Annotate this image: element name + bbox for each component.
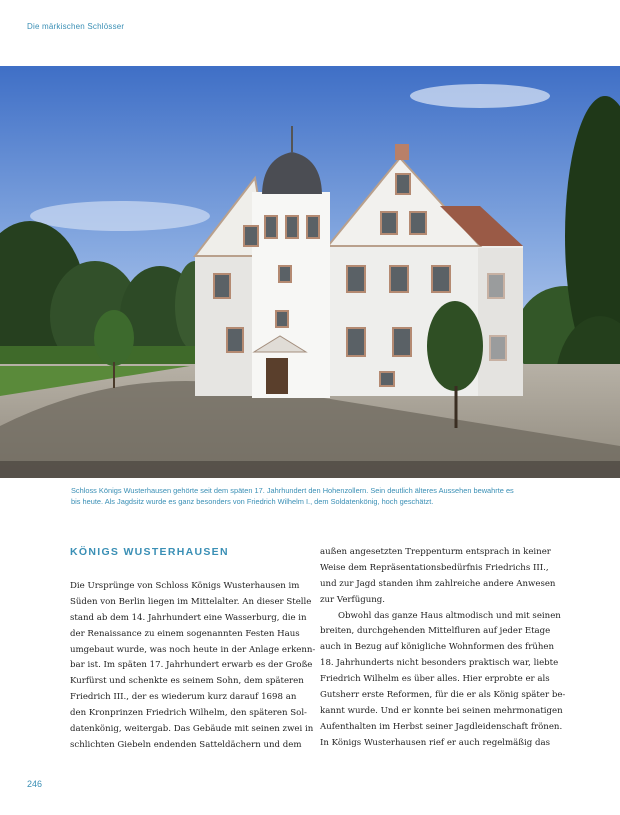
text-line: schlichten Giebeln endenden Satteldächern und dem (70, 739, 302, 750)
text-line: auch in Bezug auf königliche Wohnformen des frühen (320, 642, 555, 653)
text-line: Weise dem Repräsentationsbedürfnis Friedrichs III., (320, 562, 549, 573)
text-line: Friedrich Wilhelm es über alles. Hier erprobte er als (320, 674, 550, 685)
text-line: Obwohl das ganze Haus altmodisch und mit seinen (338, 610, 561, 621)
page-number: 246 (27, 779, 43, 789)
left-column (70, 545, 316, 754)
text-line: und zur Jagd standen ihm zahlreiche andere Anwesen (320, 578, 556, 589)
text-line: In Königs Wusterhausen rief er auch regelmäßig das (320, 737, 551, 748)
castle-photo (0, 66, 620, 478)
text-line: zur Verfügung. (320, 594, 386, 605)
caption-line: bis heute. Als Jagdsitz wurde es ganz besonders von Friedrich Wilhelm I., dem Soldatenkönig, hoch geschätzt. (71, 497, 434, 506)
text-line: datenkönig, weitergab. Das Gebäude mit seinen zwei in (70, 724, 314, 735)
text-line: Kurfürst und schenkte es seinem Sohn, dem späteren (70, 676, 304, 687)
text-line: Die Ursprünge von Schloss Königs Wusterhausen im (70, 581, 300, 591)
text-line: Süden von Berlin liegen im Mittelalter. An dieser Stelle (70, 596, 312, 607)
small-tree (94, 310, 134, 366)
caption-line: Schloss Königs Wusterhausen gehörte seit dem späten 17. Jahrhundert den Hohenzollern. Sein deutlich älteres Aussehen bewahrte es (71, 486, 514, 495)
text-line: 18. Jahrhunderts nicht besonders praktisch war, liebte (320, 658, 559, 669)
photo-caption (71, 485, 556, 507)
text-line: breiten, durchgehenden Mittelfluren auf jeder Etage (320, 626, 551, 637)
right-column (320, 545, 566, 752)
small-tree (427, 301, 483, 391)
text-line: Friedrich III., der es wiederum kurz darauf 1698 an (70, 692, 297, 703)
text-line: Aufenthalten im Herbst seiner Jagdleidenschaft frönen. (320, 721, 563, 732)
text-line: umgebaut wurde, was noch heute in der Anlage erkenn- (70, 644, 316, 655)
text-line: bar ist. Im späten 17. Jahrhundert erwarb es der Große (70, 660, 313, 671)
text-line: den Kronprinzen Friedrich Wilhelm, den späteren Sol- (70, 708, 307, 719)
text-line: stand ab dem 14. Jahrhundert eine Wasserburg, die in (70, 612, 307, 623)
text-line: außen angesetzten Treppenturm entsprach in keiner (320, 547, 551, 557)
text-line: Gutsherr erste Reformen, für die er als König später be- (320, 690, 566, 701)
text-line: der Renaissance zu einem sogenannten Festen Haus (70, 628, 300, 639)
running-head: Die märkischen Schlösser (27, 22, 125, 31)
text-line: kannt wurde. Und er konnte bei seinen mehrmonatigen (320, 705, 563, 716)
section-heading: KÖNIGS WUSTERHAUSEN (70, 546, 229, 558)
